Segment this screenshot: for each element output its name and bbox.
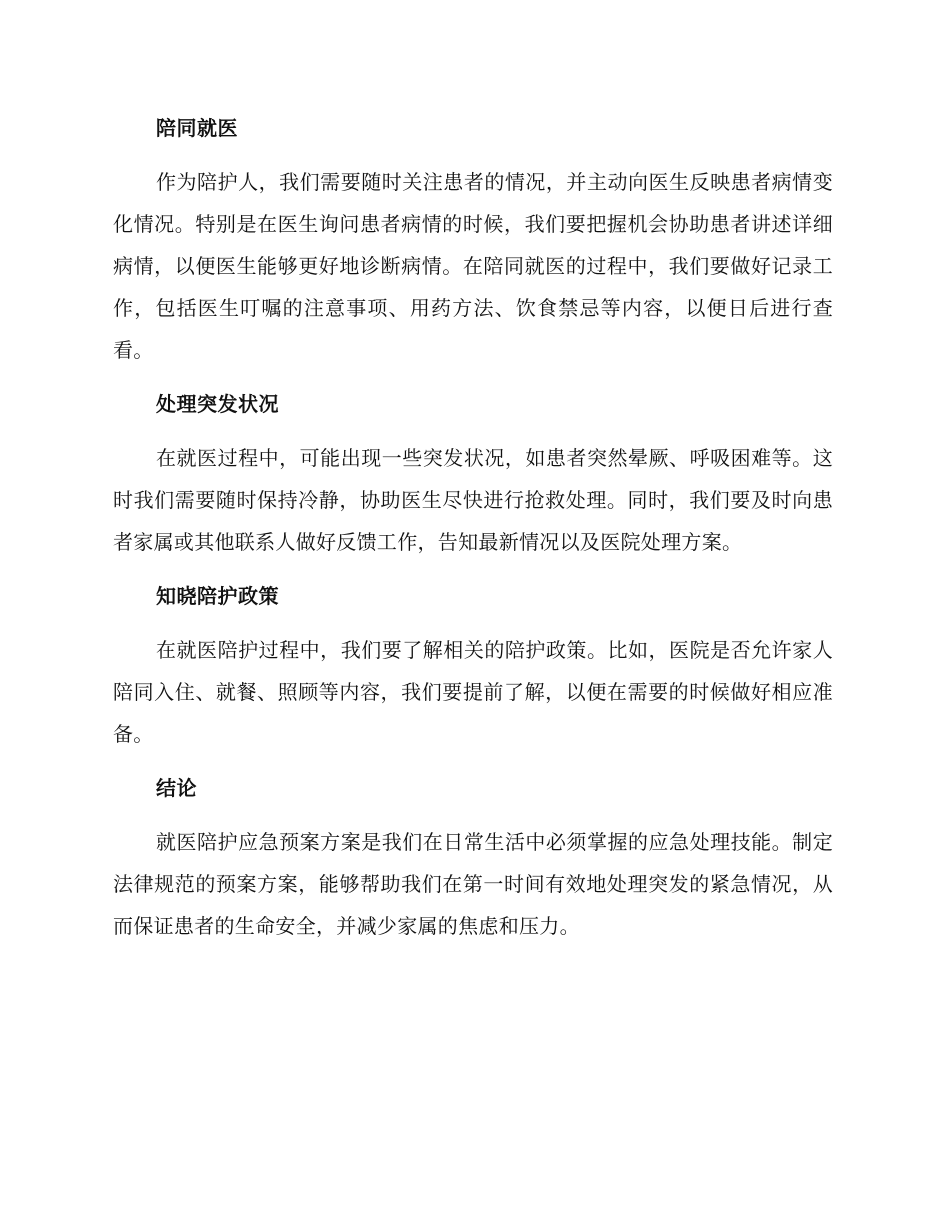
section-care-policy	[113, 576, 833, 755]
section-heading: 陪同就医	[156, 116, 238, 140]
section-paragraph: 就医陪护应急预案方案是我们在日常生活中必须掌握的应急处理技能。制定法律规范的预案方案，能够帮助我们在第一时间有效地处理突发的紧急情况，从而保证患者的生命安全，并减少家属的焦虑和压力。	[113, 830, 833, 938]
section-paragraph: 在就医陪护过程中，我们要了解相关的陪护政策。比如，医院是否允许家人陪同入住、就餐、照顾等内容，我们要提前了解，以便在需要的时候做好相应准备。	[113, 638, 833, 746]
document-page	[113, 108, 833, 947]
section-heading: 知晓陪护政策	[156, 584, 279, 608]
section-heading: 处理突发状况	[156, 392, 279, 416]
section-paragraph: 在就医过程中，可能出现一些突发状况，如患者突然晕厥、呼吸困难等。这时我们需要随时保持冷静，协助医生尽快进行抢救处理。同时，我们要及时向患者家属或其他联系人做好反馈工作，告知最新情况以及医院处理方案。	[113, 446, 833, 554]
section-paragraph: 作为陪护人，我们需要随时关注患者的情况，并主动向医生反映患者病情变化情况。特别是在医生询问患者病情的时候，我们要把握机会协助患者讲述详细病情，以便医生能够更好地诊断病情。在陪同就医的过程中，我们要做好记录工作，包括医生叮嘱的注意事项、用药方法、饮食禁忌等内容，以便日后进行查看。	[113, 170, 833, 362]
section-emergency-handling	[113, 384, 833, 563]
section-accompany-visit	[113, 108, 833, 371]
section-conclusion	[113, 768, 833, 947]
section-heading: 结论	[156, 776, 197, 800]
